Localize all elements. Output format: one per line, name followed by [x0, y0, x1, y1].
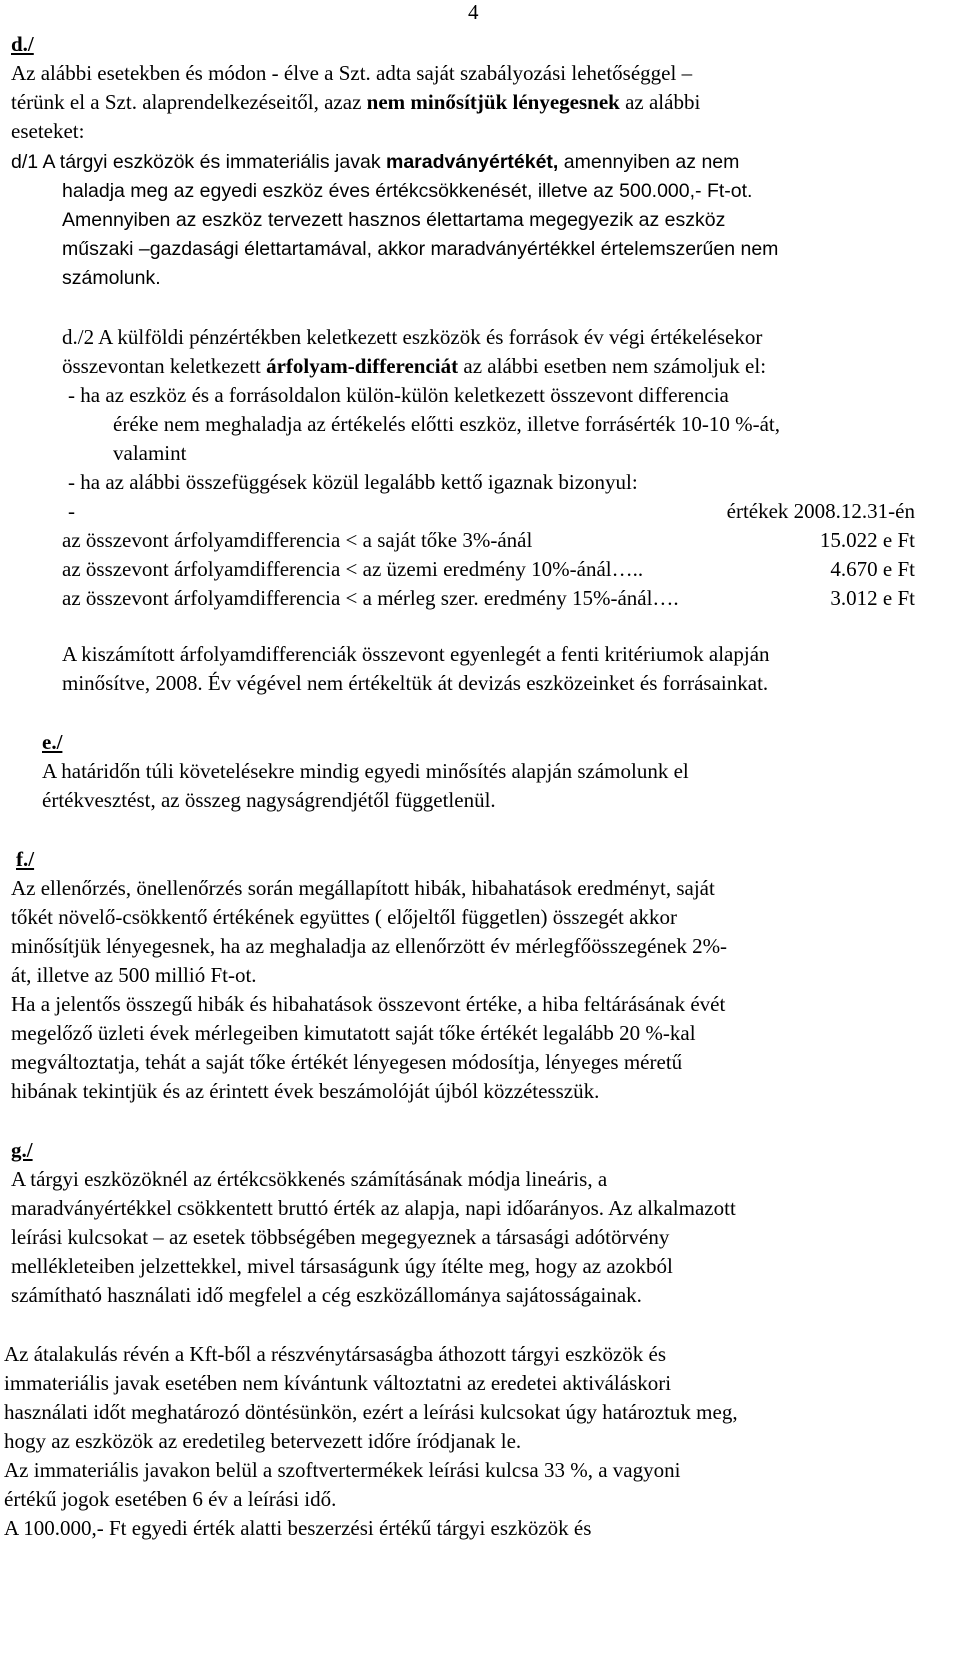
- section-f-line-6: megelőző üzleti évek mérlegeiben kimutatott saját tőke értékét legalább 20 %-kal: [11, 1021, 696, 1045]
- section-f-line-8: hibának tekintjük és az érintett évek beszámolóját újból közzétesszük.: [11, 1079, 600, 1103]
- section-g-para2-line-6: értékű jogok esetében 6 év a leírási idő.: [4, 1487, 337, 1511]
- d2-closing-line-1: A kiszámított árfolyamdifferenciák összevont egyenlegét a fenti kritériumok alapján: [62, 642, 770, 666]
- d2-line-2-suffix: az alábbi esetben nem számoljuk el:: [458, 354, 767, 378]
- table-row-3-value: 3.012 e Ft: [830, 586, 915, 610]
- d2-line-2: [62, 352, 766, 381]
- d1-line-5: számolunk.: [62, 267, 161, 289]
- section-e-line-2: értékvesztést, az összeg nagyságrendjétől függetlenül.: [42, 788, 496, 812]
- d2-line-2-bold: árfolyam-differenciát: [266, 354, 459, 378]
- d1-line-1: [11, 148, 739, 177]
- section-g-para2-line-3: használati időt meghatározó döntésünkön, ezért a leírási kulcsokat úgy határoztuk meg,: [4, 1400, 738, 1424]
- d2-bullet-1-line-3: valamint: [113, 441, 187, 465]
- table-row-2-value: 4.670 e Ft: [830, 557, 915, 581]
- section-g-para2-line-4: hogy az eszközök az eredetileg betervezett időre íródjanak le.: [4, 1429, 522, 1453]
- d1-bold: maradványértékét,: [386, 151, 559, 173]
- d2-bullet-1-line-2: éréke nem meghaladja az értékelés előtti eszköz, illetve forrásérték 10-10 %-át,: [113, 412, 781, 436]
- page-number: 4: [468, 0, 479, 24]
- section-d-heading: d./: [11, 32, 34, 56]
- section-g-heading: g./: [11, 1138, 33, 1162]
- d2-line-1: d./2 A külföldi pénzértékben keletkezett eszközök és források év végi értékelésekor: [62, 325, 763, 349]
- d1-prefix: d/1 A tárgyi eszközök és immateriális javak: [11, 151, 386, 173]
- d2-line-2-prefix: összevontan keletkezett: [62, 354, 267, 378]
- table-row-2-label: az összevont árfolyamdifferencia < az üzemi eredmény 10%-ánál…..: [62, 557, 644, 581]
- intro-text: térünk el a Szt. alaprendelkezéseitől, azaz: [11, 90, 367, 114]
- section-g-line-3: leírási kulcsokat – az esetek többségében megegyeznek a társasági adótörvény: [11, 1225, 670, 1249]
- section-f-line-7: megváltoztatja, tehát a saját tőke értékét lényegesen módosítja, lényeges méretű: [11, 1050, 683, 1074]
- section-g-line-2: maradványértékkel csökkentett bruttó érték az alapja, napi időarányos. Az alkalmazott: [11, 1196, 736, 1220]
- section-d-intro-line-2: [11, 88, 700, 117]
- section-e-line-1: A határidőn túli követelésekre mindig egyedi minősítés alapján számolunk el: [42, 759, 689, 783]
- section-g-para2-line-2: immateriális javak esetében nem kívántunk változtatni az eredetei aktiváláskori: [4, 1371, 672, 1395]
- d2-bullet-2: - ha az alábbi összefüggések közül legalább kettő igaznak bizonyul:: [68, 470, 638, 494]
- section-d-intro-line-1: Az alábbi esetekben és módon - élve a Szt. adta saját szabályozási lehetőséggel –: [11, 61, 693, 85]
- section-g-line-5: számítható használati idő megfelel a cég eszközállománya sajátosságainak.: [11, 1283, 642, 1307]
- d1-line-2: haladja meg az egyedi eszköz éves értékcsökkenését, illetve az 500.000,- Ft-ot.: [62, 180, 753, 202]
- intro-text-end: az alábbi: [619, 90, 701, 114]
- table-row-1-value: 15.022 e Ft: [819, 528, 915, 552]
- d1-line-3: Amennyiben az eszköz tervezett hasznos élettartama megegyezik az eszköz: [62, 209, 726, 231]
- section-g-para2-line-1: Az átalakulás révén a Kft-ből a részvénytársaságba áthozott tárgyi eszközök és: [4, 1342, 667, 1366]
- section-f-line-5: Ha a jelentős összegű hibák és hibahatások összevont értéke, a hiba feltárásának évét: [11, 992, 726, 1016]
- d2-bullet-1-line-1: - ha az eszköz és a forrásoldalon külön-külön keletkezett összevont differencia: [68, 383, 729, 407]
- d1-line-4: műszaki –gazdasági élettartamával, akkor maradványértékkel értelemszerűen nem: [62, 238, 779, 260]
- d1-suffix: amennyiben az nem: [558, 151, 740, 173]
- intro-bold-text: nem minősítjük lényegesnek: [366, 90, 620, 114]
- section-g-para2-line-7: A 100.000,- Ft egyedi érték alatti beszerzési értékű tárgyi eszközök és: [4, 1516, 592, 1540]
- section-d-intro-line-3: eseteket:: [11, 119, 85, 143]
- section-f-line-1: Az ellenőrzés, önellenőrzés során megállapított hibák, hibahatások eredményt, saját: [11, 876, 715, 900]
- section-f-line-3: minősítjük lényegesnek, ha az meghaladja az ellenőrzött év mérlegfőösszegének 2%-: [11, 934, 728, 958]
- table-row-3-label: az összevont árfolyamdifferencia < a mérleg szer. eredmény 15%-ánál….: [62, 586, 679, 610]
- d2-closing-line-2: minősítve, 2008. Év végével nem értékeltük át devizás eszközeinket és forrásainkat.: [62, 671, 769, 695]
- section-f-line-4: át, illetve az 500 millió Ft-ot.: [11, 963, 257, 987]
- section-g-line-1: A tárgyi eszközöknél az értékcsökkenés számításának módja lineáris, a: [11, 1167, 608, 1191]
- section-f-heading: f./: [16, 847, 35, 871]
- section-f-line-2: tőkét növelő-csökkentő értékének együttes ( előjeltől független) összegét akkor: [11, 905, 677, 929]
- table-row-1-label: az összevont árfolyamdifferencia < a saját tőke 3%-ánál: [62, 528, 533, 552]
- section-e-heading: e./: [42, 730, 63, 754]
- section-g-para2-line-5: Az immateriális javakon belül a szoftvertermékek leírási kulcsa 33 %, a vagyoni: [4, 1458, 681, 1482]
- section-g-line-4: mellékleteiben jelzettekkel, mivel társaságunk úgy ítélte meg, hogy az azokból: [11, 1254, 673, 1278]
- table-header: értékek 2008.12.31-én: [726, 499, 915, 523]
- table-dash: -: [68, 499, 75, 523]
